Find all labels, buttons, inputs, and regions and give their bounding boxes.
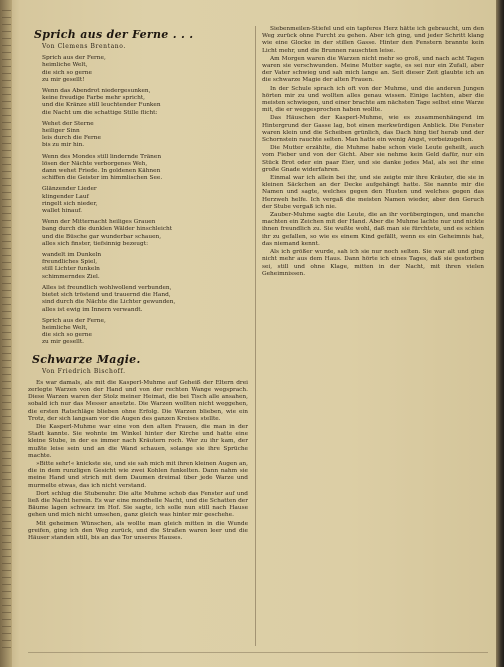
poem-line: bietet sich tröstend und trauernd die Hand, bbox=[42, 292, 171, 299]
poem-stanza bbox=[42, 219, 248, 248]
poem-line: heimliche Welt, bbox=[42, 62, 88, 69]
story-paragraph: Zauber-Muhme sagte die Leute, die an ihr vorübergingen, und manche machten ein Zeichen mit der Hand. Aber die Muhme lachte nur und nickte ihnen freundlich zu. Sie wußte wohl, daß man sie fürchtete, und es schien ihr zu gefallen, so wie es einem Kind gefällt, wenn es ein Geheimnis hat, das niemand kennt. bbox=[262, 212, 484, 247]
poem-line: zu mir gesellt. bbox=[42, 339, 85, 346]
poem-line: Alles ist freundlich wohlwollend verbunden, bbox=[42, 284, 172, 291]
story-text-left bbox=[28, 380, 248, 542]
poem-line: schimmerndes Ziel. bbox=[42, 273, 100, 280]
poem-line: Wenn das Abendrot niedergesunken, bbox=[42, 88, 151, 95]
poem-line: wandelt im Dunkeln bbox=[42, 252, 102, 259]
poem-line: Glänzender Lieder bbox=[42, 186, 97, 193]
poem-line: die sich so gerne bbox=[42, 69, 92, 76]
poem-line: still Lichter funkeln bbox=[42, 266, 100, 273]
story-paragraph: Das Häuschen der Kasperl-Muhme, wie es zusammenhängend im Hintergrund der Gasse lag, bot einen merkwürdigen Anblick. Die Fenster waren klein und die Scheiben grünlich, das Dach hing tief herab und der Schornstein rauchte selten. Man hatte ein wenig Angst, vorbeizugehen. bbox=[262, 115, 484, 144]
poem-line: wallet hinauf. bbox=[42, 208, 83, 215]
poem-stanza bbox=[42, 285, 248, 314]
poem-line: freundliches Spiel, bbox=[42, 259, 98, 266]
story-paragraph: Die Mutter erzählte, die Muhme habe schon viele Leute geheilt, auch vom Fieber und von der Gicht. Aber sie nehme kein Geld dafür, nur ein Stück Brot oder ein paar Eier, und sie danke jedes Mal, als sei ihr eine große Gnade widerfahren. bbox=[262, 145, 484, 173]
poem-line: dann wehet Friede. In goldenen Kähnen bbox=[42, 168, 161, 175]
story-paragraph: Dort schlug die Stubenuhr. Die alte Muhme schob das Fenster auf und ließ die Nacht herein. Es war eine mondhelle Nacht, und die Schatten der Bäume lagen schwarz im Hof. Sie sagte, ich solle nun still nach Hause gehen und mich nicht umsehen, ganz gleich was hinter mir geschehe. bbox=[28, 490, 248, 519]
poem-stanzas bbox=[28, 55, 248, 346]
poem-title: Sprich aus der Ferne . . . bbox=[34, 28, 194, 41]
poem-line: keine freudige Farbe mehr spricht, bbox=[42, 95, 146, 102]
poem-line: Wenn der Mitternacht heiliges Grauen bbox=[42, 219, 156, 226]
story-paragraph: Einmal war ich allein bei ihr, und sie zeigte mir ihre Kräuter, die sie in kleinen Säckchen an der Decke aufgehängt hatte. Sie nannte mir die Namen und sagte, welches gegen den Husten und welches gegen das Herzweh helfe. Ich vergaß die meisten Namen wieder, aber den Geruch der Stube vergaß ich nie. bbox=[262, 175, 484, 210]
poem-line: klingender Lauf bbox=[42, 193, 89, 200]
poem-line: bang durch die dunklen Wälder hinschleicht bbox=[42, 226, 173, 233]
story-paragraph: Am Morgen waren die Warzen nicht mehr so groß, und nach acht Tagen waren sie verschwunden. Meine Mutter sagte, es sei nur ein Zufall, aber der Vater schwieg und sah mich lange an. Seit dieser Zeit glaubte ich an die schwarze Magie der alten Frauen. bbox=[262, 55, 484, 84]
poem-line: und die Büsche gar wunderbar schauen, bbox=[42, 233, 162, 240]
poem-line: leis durch die Ferne bbox=[42, 135, 101, 142]
poem-line: heiliger Sinn bbox=[42, 128, 80, 135]
poem-line: lösen der Nächte verborgenes Weh, bbox=[42, 160, 148, 167]
left-column bbox=[28, 28, 248, 543]
poem-line: die Nacht um die schattige Stille flicht: bbox=[42, 109, 158, 116]
story-text-right bbox=[262, 26, 484, 278]
poem-stanza bbox=[42, 252, 248, 281]
poem-line: die sich so gerne bbox=[42, 332, 92, 339]
story-paragraph: In der Schule sprach ich oft von der Muhme, und die anderen Jungen hörten mir zu und wollten alles genau wissen. Einige lachten, aber die meisten schwiegen, und einer brachte am nächsten Tage selbst eine Warze mit, die er weggesprochen haben wollte. bbox=[262, 85, 484, 114]
poem-line: schiffen die Geister im himmlischen See. bbox=[42, 175, 163, 182]
poem-line: zu mir gesellt! bbox=[42, 76, 85, 83]
poem-line: und die Kränze still leuchtender Funken bbox=[42, 102, 161, 109]
story-paragraph: Mit geheimen Wünschen, als wollte man gleich mitten in die Wunde greifen, ging ich den Weg zurück, und die Straßen waren leer und die Häuser standen still, bis an das Tor unseres Hauses. bbox=[28, 520, 248, 541]
story-title: Schwarze Magie. bbox=[32, 352, 141, 366]
poem-stanza bbox=[42, 88, 248, 117]
poem-line: bis zu mir hin. bbox=[42, 142, 85, 149]
gutter-text-lines bbox=[2, 10, 12, 660]
poem-stanza bbox=[42, 154, 248, 183]
poem-stanza bbox=[42, 186, 248, 215]
poem-stanza bbox=[42, 121, 248, 150]
column-divider bbox=[255, 26, 256, 646]
poem-author: Von Clemens Brentano. bbox=[42, 43, 126, 50]
poem-line: alles ist ewig im Innern verwandt. bbox=[42, 306, 143, 313]
poem-line: sind durch die Nächte die Lichter gewunden, bbox=[42, 299, 176, 306]
page-gutter bbox=[0, 0, 12, 667]
story-paragraph: Es war damals, als mit die Kasperl-Muhme auf Geheiß der Eltern drei zerlegte Warzen von der Hand und von der rechten Wange wegsprach. Diese Warzen waren der Stolz meiner Heimat, die bei Tisch alle ansahen, sobald ich nur das Messer ansetzte. Die Warzen wollten nicht weggehen, die ersten Ratschläge blieben ohne Erfolg. Die Warzen blieben, wie ein Trotz, der sich langsam vor die Augen des ganzen Kreises stellte. bbox=[28, 379, 248, 422]
right-column bbox=[262, 26, 484, 279]
poem-line: heimliche Welt, bbox=[42, 324, 88, 331]
poem-stanza bbox=[42, 318, 248, 347]
bottom-rule bbox=[28, 652, 488, 653]
story-paragraph: Die Kasperl-Muhme war eine von den alten Frauen, die man in der Stadt kannte. Sie wohnte im Winkel hinter der Kirche und hatte eine kleine Stube, in der es immer nach Kräutern roch. Wer zu ihr kam, der mußte leise sein und an die Wand schauen, solange sie ihre Sprüche machte. bbox=[28, 423, 248, 459]
story-paragraph: »Bitte sehr!« knickste sie, und sie sah mich mit ihren kleinen Augen an, die in dem runzligen Gesicht wie zwei Kohlen funkelten. Dann nahm sie meine Hand und strich mit dem Daumen dreimal über jede Warze und murmelte etwas, das ich nicht verstand. bbox=[28, 460, 248, 489]
poem-line: alles sich finster, tiefsinnig bezeugt: bbox=[42, 240, 149, 247]
poem-stanza bbox=[42, 55, 248, 84]
story-paragraph: Siebenmeilen-Stiefel und ein tapferes Herz hätte ich gebraucht, um den Weg zurück ohne Furcht zu gehen. Aber ich ging, und jeder Schritt klang wie eine Glocke in der stillen Gasse. Hinter den Fenstern brannte kein Licht mehr, und die Brunnen rauschten leise. bbox=[262, 26, 484, 54]
poem-line: Wenn des Mondes still lindernde Tränen bbox=[42, 153, 162, 160]
story-author: Von Friedrich Bischoff. bbox=[42, 367, 126, 375]
poem-section bbox=[28, 28, 248, 347]
story-paragraph: Als ich größer wurde, sah ich sie nur noch selten. Sie war alt und ging nicht mehr aus dem Haus. Dann hörte ich eines Tages, daß sie gestorben sei, still und ohne Klage, mitten in der Nacht, mit ihren vielen Geheimnissen. bbox=[262, 249, 484, 277]
poem-line: Sprich aus der Ferne, bbox=[42, 55, 106, 62]
poem-line: ringelt sich nieder, bbox=[42, 200, 98, 207]
story-section bbox=[28, 353, 248, 543]
page-edge bbox=[496, 0, 504, 667]
poem-line: Wehet der Sterne bbox=[42, 120, 94, 127]
poem-line: Sprich aus der Ferne, bbox=[42, 317, 106, 324]
